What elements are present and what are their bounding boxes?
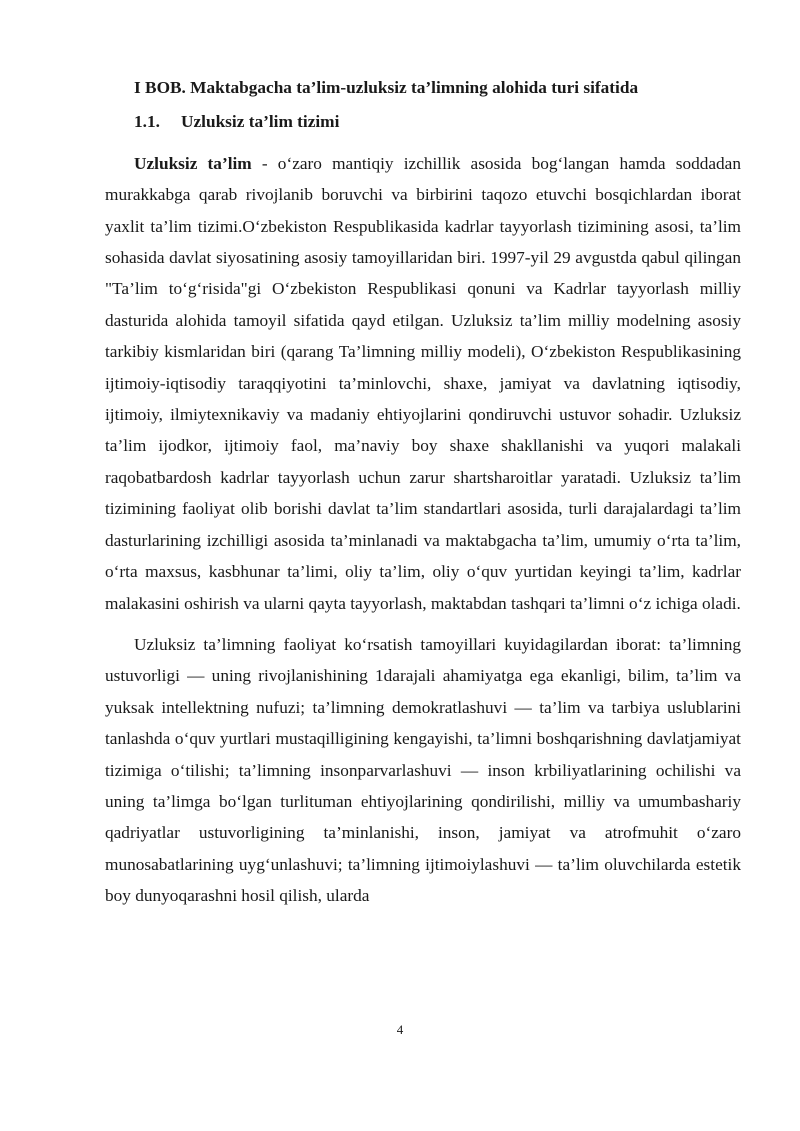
section-title: Uzluksiz ta’lim tizimi (181, 112, 340, 132)
paragraph-2: Uzluksiz ta’limning faoliyat ko‘rsatish tamoyillari kuyidagilardan iborat: ta’limning ustuvorligi — uning rivojlanishining 1darajali ahamiyatga ega ekanligi, bilim, ta’lim va yuksak intellektning nufuzi; ta’limning demokratlashuvi — ta’lim va tarbiya uslublarini tanlashda o‘quv yurtlari mustaqilligining kengayishi, ta’limni boshqarishning davlatjamiyat tizimiga o‘tilishi; ta’limning insonparvarlashuvi — inson krbiliyatlarining ochilishi va uning ta’limga bo‘lgan turlituman ehtiyojlarining qondirilishi, milliy va umumbashariy qadriyatlar ustuvorligining ta’minlanishi, inson, jamiyat va atrofmuhit o‘zaro munosabatlarining uyg‘unlashuvi; ta’limning ijtimoiylashuvi — ta’lim oluvchilarda estetik boy dunyoqarashni hosil qilish, ularda (105, 634, 741, 906)
paragraph-1-term: Uzluksiz ta’lim (134, 153, 252, 173)
page-number: 4 (396, 1022, 404, 1037)
section-heading (105, 106, 741, 137)
chapter-title: I BOB. Maktabgacha ta’lim-uzluksiz ta’limning alohida turi sifatida (134, 78, 639, 97)
page-content (105, 72, 741, 912)
paragraph-1 (105, 148, 741, 619)
section-number: 1.1. (134, 112, 160, 132)
paragraph-1-text: - o‘zaro mantiqiy izchillik asosida bog‘langan hamda soddadan murakkabga qarab rivojlanib boruvchi va birbirini taqozo etuvchi bosqichlardan iborat yaxlit ta’lim tizimi.O‘zbekiston Respublikasida kadrlar tayyorlash tizimining asosi, ta’lim sohasida davlat siyosatining asosiy tamoyillaridan biri. 1997-yil 29 avgustda qabul qilingan "Ta’lim to‘g‘risida"gi O‘zbekiston Respublikasi qonuni va Kadrlar tayyorlash milliy dasturida alohida tamoyil sifatida qayd etilgan. Uzluksiz ta’lim milliy modelning asosiy tarkibiy kismlaridan biri (qarang Ta’limning milliy modeli), O‘zbekiston Respublikasining ijtimoiy-iqtisodiy taraqqiyotini ta’minlovchi, shaxe, jamiyat va davlatning iqtisodiy, ijtimoiy, ilmiytexnikaviy va madaniy ehtiyojlarini qondiruvchi ustuvor sohadir. Uzluksiz ta’lim ijodkor, ijtimoiy faol, ma’naviy boy shaxe shakllanishi va yuqori malakali raqobatbardosh kadrlar tayyorlash uchun zarur shartsharoitlar yaratadi. Uzluksiz ta’lim tizimining faoliyat olib borishi davlat ta’lim standartlari asosida, turli darajalardagi ta’lim dasturlarining izchilligi asosida ta’minlanadi va maktabgacha ta’lim, umumiy o‘rta ta’lim, o‘rta maxsus, kasbhunar ta’limi, oliy ta’lim, oliy o‘quv yurtidan keyingi ta’lim, kadrlar malakasini oshirish va ularni qayta tayyorlash, maktabdan tashqari ta’limni o‘z ichiga oladi. (105, 153, 741, 613)
